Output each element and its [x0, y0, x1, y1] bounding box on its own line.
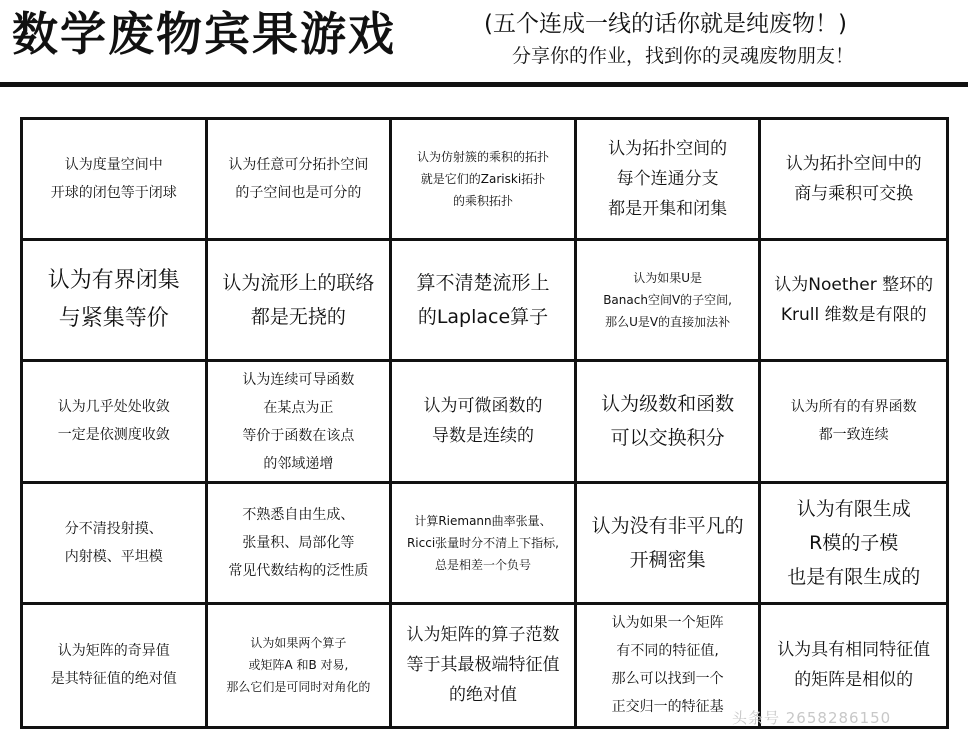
bingo-cell-r4c2[interactable]: [208, 484, 393, 605]
bingo-cell-line: 等于其最极端特征值: [406, 655, 560, 676]
bingo-cell-r2c1[interactable]: [23, 241, 208, 362]
bingo-cell-line: 认为仿射簇的乘积的拓扑: [416, 150, 549, 165]
bingo-cell-line: 认为有限生成: [796, 497, 911, 520]
bingo-cell-line: 等价于函数在该点: [242, 427, 355, 444]
bingo-cell-r1c4[interactable]: [577, 120, 762, 241]
bingo-cell-r2c5[interactable]: [761, 241, 946, 362]
bingo-cell-line: 认为可微函数的: [423, 396, 543, 417]
bingo-cell-line: 有不同的特征值,: [616, 643, 719, 660]
bingo-cell-r2c3[interactable]: [392, 241, 577, 362]
bingo-cell-line: 认为矩阵的奇异值: [57, 643, 170, 660]
bingo-cell-r5c1[interactable]: [23, 605, 208, 726]
bingo-cell-line: 总是相差一个负号: [434, 557, 531, 572]
bingo-cell-line: 开稠密集: [629, 548, 706, 571]
bingo-cell-r4c4[interactable]: [577, 484, 762, 605]
bingo-cell-line: 算不清楚流形上: [416, 272, 550, 295]
bingo-cell-line: 认为拓扑空间中的: [785, 154, 922, 175]
bingo-cell-line: Krull 维数是有限的: [780, 305, 927, 326]
bingo-cell-line: 认为几乎处处收敛: [57, 399, 170, 416]
bingo-cell-r1c1[interactable]: [23, 120, 208, 241]
bingo-cell-r5c3[interactable]: [392, 605, 577, 726]
bingo-cell-line: 张量积、局部化等: [242, 534, 355, 551]
bingo-grid: [20, 117, 949, 729]
bingo-cell-line: 认为如果U是: [633, 271, 702, 286]
bingo-cell-line: 分不清投射摸、: [64, 520, 163, 537]
bingo-cell-line: 都是开集和闭集: [608, 199, 728, 220]
bingo-cell-line: 都一致连续: [818, 427, 889, 444]
bingo-cell-line: 认为有界闭集: [47, 268, 180, 294]
page-title: 数学废物宾果游戏: [12, 7, 396, 61]
bingo-cell-r2c2[interactable]: [208, 241, 393, 362]
bingo-cell-line: 认为度量空间中: [64, 157, 163, 174]
bingo-cell-line: 与紧集等价: [58, 306, 169, 332]
bingo-cell-line: 常见代数结构的泛性质: [228, 562, 369, 579]
bingo-cell-line: 的Laplace算子: [417, 306, 549, 329]
bingo-cell-line: 的矩阵是相似的: [794, 670, 914, 691]
bingo-cell-r3c1[interactable]: [23, 362, 208, 483]
bingo-cell-r3c3[interactable]: [392, 362, 577, 483]
bingo-cell-line: 不熟悉自由生成、: [242, 506, 355, 523]
bingo-cell-line: 或矩阵A 和B 对易,: [248, 658, 349, 673]
bingo-cell-r3c4[interactable]: [577, 362, 762, 483]
bingo-cell-line: 的子空间也是可分的: [235, 185, 362, 202]
bingo-cell-line: 都是无挠的: [250, 306, 346, 329]
bingo-cell-line: Ricci张量时分不清上下指标,: [406, 535, 559, 550]
bingo-cell-line: 认为如果两个算子: [250, 636, 347, 651]
bingo-cell-r1c5[interactable]: [761, 120, 946, 241]
bingo-cell-line: 认为矩阵的算子范数: [406, 625, 560, 646]
bingo-cell-line: 是其特征值的绝对值: [50, 671, 177, 688]
subtitle-share: 分享你的作业，找到你的灵魂废物朋友！: [512, 45, 855, 67]
bingo-cell-line: 的乘积拓扑: [452, 194, 513, 209]
bingo-cell-line: 认为Noether 整环的: [774, 275, 934, 296]
bingo-cell-r4c5[interactable]: [761, 484, 946, 605]
bingo-cell-line: R模的子模: [809, 531, 899, 554]
bingo-cell-line: 导数是连续的: [431, 426, 534, 447]
bingo-cell-line: 认为连续可导函数: [242, 371, 355, 388]
bingo-cell-line: 也是有限生成的: [787, 565, 921, 588]
bingo-cell-line: 一定是依测度收敛: [57, 427, 170, 444]
bingo-cell-line: 认为拓扑空间的: [608, 139, 728, 160]
bingo-cell-line: 就是它们的Zariski拓扑: [420, 172, 546, 187]
bingo-cell-r4c1[interactable]: [23, 484, 208, 605]
header-divider: [0, 82, 968, 87]
bingo-cell-line: 那么它们是可同时对角化的: [226, 680, 371, 695]
subtitle-rule: (五个连成一线的话你就是纯废物！): [484, 11, 847, 37]
bingo-cell-line: 认为没有非平凡的: [591, 514, 744, 537]
bingo-cell-line: 那么U是V的直接加法补: [605, 315, 731, 330]
bingo-cell-line: 在某点为正: [263, 399, 334, 416]
bingo-cell-r1c2[interactable]: [208, 120, 393, 241]
bingo-cell-r2c4[interactable]: [577, 241, 762, 362]
bingo-cell-line: 商与乘积可交换: [794, 184, 914, 205]
bingo-cell-line: 内射模、平坦模: [64, 548, 163, 565]
bingo-cell-line: 的绝对值: [448, 685, 517, 706]
bingo-cell-line: 认为所有的有界函数: [790, 399, 917, 416]
bingo-cell-line: 认为如果一个矩阵: [611, 615, 724, 632]
bingo-cell-line: 认为任意可分拓扑空间: [228, 157, 369, 174]
bingo-cell-line: 那么可以找到一个: [611, 671, 724, 688]
bingo-cell-line: 认为级数和函数: [601, 393, 735, 416]
bingo-cell-line: 开球的闭包等于闭球: [50, 185, 177, 202]
bingo-cell-line: 的邻域递增: [263, 455, 334, 472]
bingo-cell-r3c5[interactable]: [761, 362, 946, 483]
bingo-cell-line: 计算Riemann曲率张量、: [414, 513, 552, 528]
bingo-cell-r4c3[interactable]: [392, 484, 577, 605]
bingo-cell-line: 正交归一的特征基: [611, 699, 724, 716]
bingo-cell-line: 认为流形上的联络: [222, 272, 375, 295]
bingo-cell-r1c3[interactable]: [392, 120, 577, 241]
bingo-cell-line: 可以交换积分: [610, 427, 725, 450]
bingo-cell-r3c2[interactable]: [208, 362, 393, 483]
bingo-cell-line: 认为具有相同特征值: [777, 640, 931, 661]
bingo-cell-line: Banach空间V的子空间,: [603, 293, 732, 308]
bingo-cell-r5c2[interactable]: [208, 605, 393, 726]
bingo-cell-line: 每个连通分支: [616, 169, 719, 190]
watermark: 头条号 2658286150: [732, 709, 892, 727]
